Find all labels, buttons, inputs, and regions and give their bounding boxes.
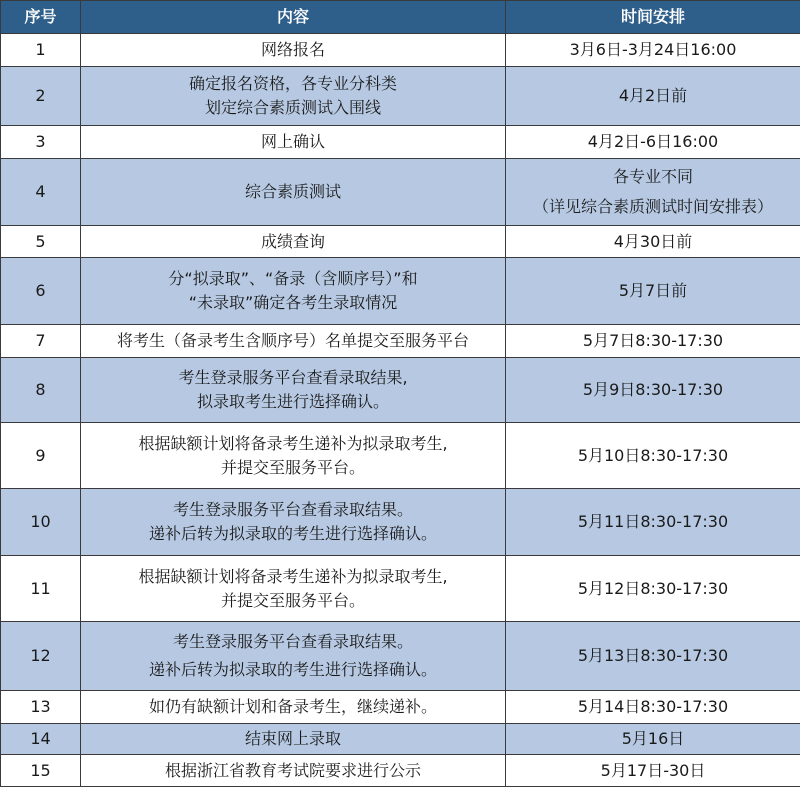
row-content: 考生登录服务平台查看录取结果, 拟录取考生进行选择确认。 [81, 358, 506, 423]
row-time: 5月10日8:30-17:30 [506, 423, 800, 489]
row-time: 5月17日-30日 [506, 755, 800, 787]
table-row [1, 226, 800, 258]
row-time: 5月14日8:30-17:30 [506, 691, 800, 724]
table-row [1, 489, 800, 556]
row-content: 分“拟录取”、“备录（含顺序号）”和 “未录取”确定各考生录取情况 [81, 258, 506, 325]
row-content: 如仍有缺额计划和备录考生，继续递补。 [81, 691, 506, 724]
row-content: 网上确认 [81, 126, 506, 159]
row-time: 各专业不同 （详见综合素质测试时间安排表） [506, 159, 800, 226]
table-row [1, 755, 800, 787]
row-number: 10 [1, 489, 81, 556]
row-number: 1 [1, 34, 81, 67]
table-row [1, 67, 800, 126]
row-number: 4 [1, 159, 81, 226]
row-number: 2 [1, 67, 81, 126]
row-number: 13 [1, 691, 81, 724]
row-number: 12 [1, 622, 81, 691]
table-row [1, 724, 800, 755]
row-time: 5月11日8:30-17:30 [506, 489, 800, 556]
table-row [1, 126, 800, 159]
row-number: 5 [1, 226, 81, 258]
row-content: 根据缺额计划将备录考生递补为拟录取考生, 并提交至服务平台。 [81, 423, 506, 489]
row-content: 确定报名资格，各专业分科类 划定综合素质测试入围线 [81, 67, 506, 126]
row-number: 11 [1, 556, 81, 622]
table-row [1, 159, 800, 226]
table-row [1, 622, 800, 691]
row-content: 结束网上录取 [81, 724, 506, 755]
table-row [1, 358, 800, 423]
row-time: 5月16日 [506, 724, 800, 755]
row-number: 14 [1, 724, 81, 755]
row-time: 5月7日前 [506, 258, 800, 325]
row-number: 9 [1, 423, 81, 489]
row-content: 网络报名 [81, 34, 506, 67]
table-row [1, 258, 800, 325]
row-number: 15 [1, 755, 81, 787]
row-content: 考生登录服务平台查看录取结果。 递补后转为拟录取的考生进行选择确认。 [81, 489, 506, 556]
row-time: 5月12日8:30-17:30 [506, 556, 800, 622]
header-row [1, 1, 800, 34]
table-row [1, 556, 800, 622]
row-time: 5月9日8:30-17:30 [506, 358, 800, 423]
row-number: 8 [1, 358, 81, 423]
table-row [1, 34, 800, 67]
row-time: 5月13日8:30-17:30 [506, 622, 800, 691]
table-row [1, 325, 800, 358]
row-time: 4月2日-6日16:00 [506, 126, 800, 159]
row-number: 6 [1, 258, 81, 325]
row-number: 7 [1, 325, 81, 358]
table-row [1, 691, 800, 724]
row-time: 4月2日前 [506, 67, 800, 126]
row-time: 5月7日8:30-17:30 [506, 325, 800, 358]
row-time: 4月30日前 [506, 226, 800, 258]
row-number: 3 [1, 126, 81, 159]
row-content: 综合素质测试 [81, 159, 506, 226]
header-content: 内容 [81, 1, 506, 34]
header-seq: 序号 [1, 1, 81, 34]
header-schedule: 时间安排 [506, 1, 800, 34]
row-time: 3月6日-3月24日16:00 [506, 34, 800, 67]
table-row [1, 423, 800, 489]
row-content: 考生登录服务平台查看录取结果。 递补后转为拟录取的考生进行选择确认。 [81, 622, 506, 691]
row-content: 根据浙江省教育考试院要求进行公示 [81, 755, 506, 787]
row-content: 根据缺额计划将备录考生递补为拟录取考生, 并提交至服务平台。 [81, 556, 506, 622]
row-content: 将考生（备录考生含顺序号）名单提交至服务平台 [81, 325, 506, 358]
row-content: 成绩查询 [81, 226, 506, 258]
